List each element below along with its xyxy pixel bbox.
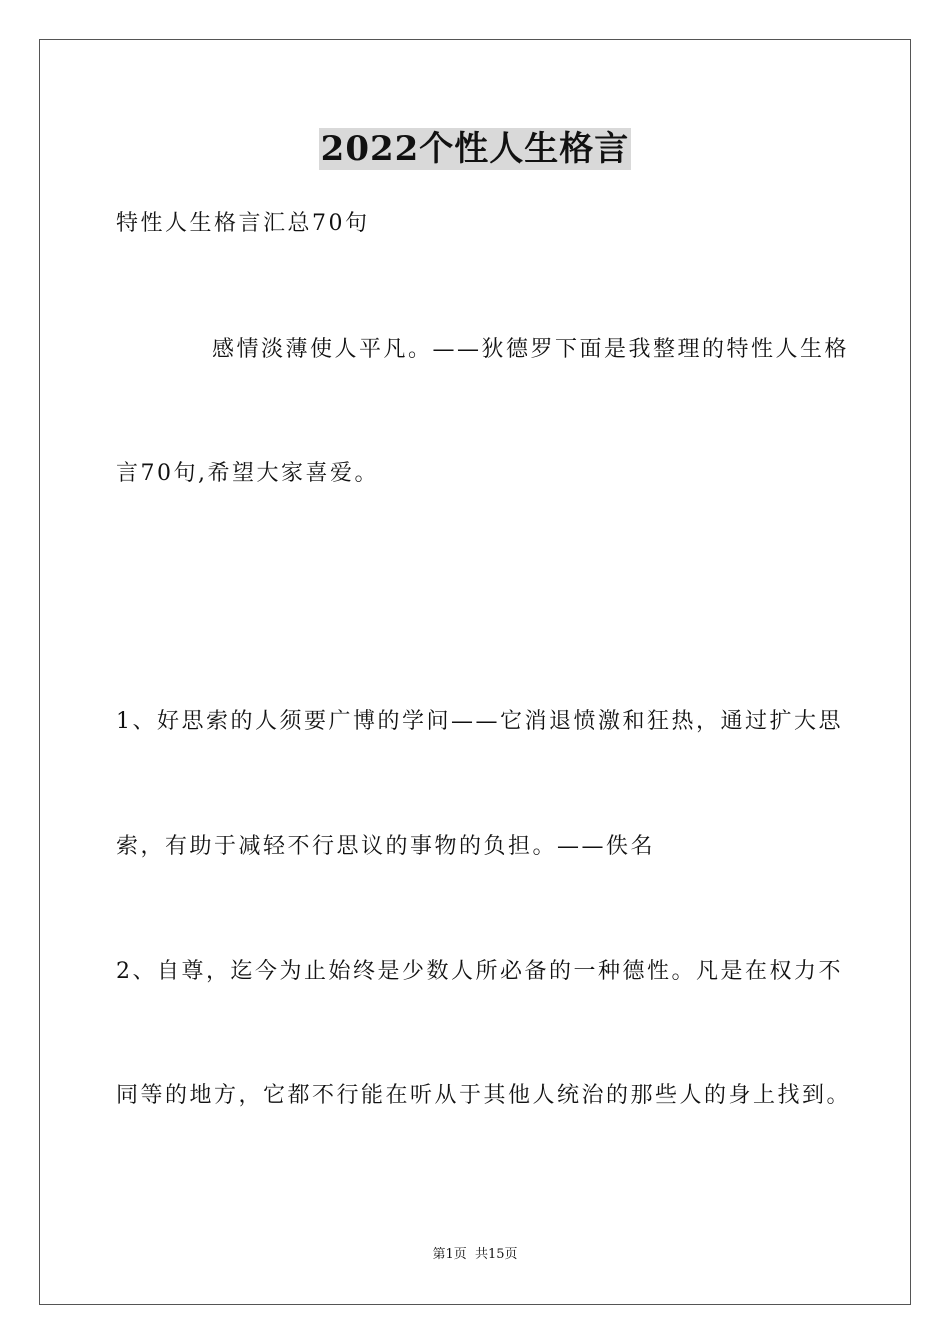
quote-2-line-1: 2、自尊，迄今为止始终是少数人所必备的一种德性。凡是在权力不 — [116, 959, 843, 984]
page-footer — [0, 1246, 950, 1264]
quote-1-line-2: 索，有助于减轻不行思议的事物的负担。——佚名 — [116, 834, 656, 859]
document-subtitle: 特性人生格言汇总70句 — [116, 211, 370, 236]
document-title: 2022个性人生格言 — [320, 129, 630, 169]
page-number: 第1页 — [432, 1247, 467, 1262]
quote-2-line-2: 同等的地方，它都不行能在听从于其他人统治的那些人的身上找到。 — [116, 1083, 852, 1108]
title-container — [0, 128, 950, 170]
quote-1-line-1: 1、好思索的人须要广博的学问——它消退愤激和狂热，通过扩大思 — [116, 709, 843, 734]
intro-line-2: 言70句,希望大家喜爱。 — [116, 461, 379, 486]
page-total: 共15页 — [474, 1247, 518, 1262]
intro-line-1: 感情淡薄使人平凡。——狄德罗下面是我整理的特性人生格 — [212, 337, 850, 362]
